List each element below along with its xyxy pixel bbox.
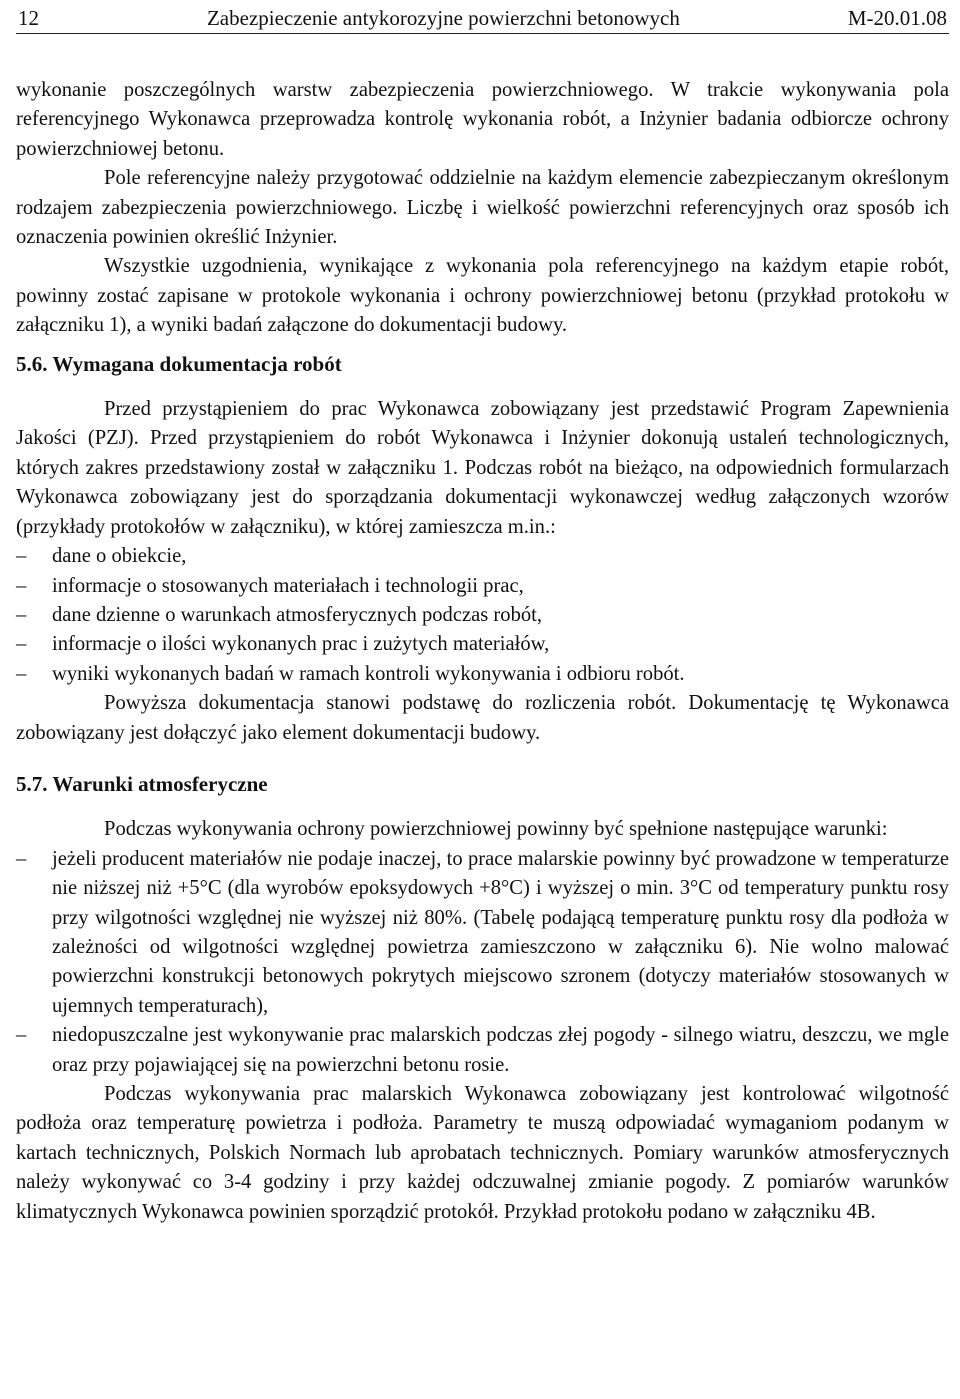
section-5-7-closing: Podczas wykonywania prac malarskich Wykonawca zobowiązany jest kontrolować wilgotność podłoża oraz temperaturę powietrza i podłoża. Parametry te muszą odpowiadać wymaganiom podanym w kartach technicznych, Polskich Normach lub aprobatach technicznych. Pomiary warunków atmosferycznych należy wykonywać co 3-4 godziny i przy każdej odczuwalnej zmianie pogody. Z pomiarów warunków klimatycznych Wykonawca powinien sporządzić protokół. Przykład protokołu podano w załączniku 4B.: [16, 1083, 949, 1223]
section-heading-5-7: 5.7. Warunki atmosferyczne: [16, 771, 268, 796]
list-item: – niedopuszczalne jest wykonywanie prac malarskich podczas złej pogody - silnego wiatru, deszczu, we mgle oraz przy pojawiającej się na powierzchni betonu rosie.: [16, 1021, 949, 1080]
dash-bullet: –: [16, 662, 27, 685]
dash-bullet: –: [16, 847, 27, 870]
paragraph-agreements: Wszystkie uzgodnienia, wynikające z wykonania pola referencyjnego na każdym etapie robót, powinny zostać zapisane w protokole wykonania i ochrony powierzchniowej betonu (przykład protokołu w załączniku 1), a wyniki badań załączone do dokumentacji budowy.: [16, 255, 949, 337]
section-5-7-list: [16, 845, 949, 1080]
dash-bullet: –: [16, 574, 27, 597]
list-item: – informacje o stosowanych materiałach i technologii prac,: [16, 572, 949, 601]
document-title: Zabezpieczenie antykorozyjne powierzchni betonowych: [206, 6, 680, 30]
document-page: [16, 0, 949, 1227]
document-code: M-20.01.08: [847, 6, 947, 30]
paragraph-reference-field: Pole referencyjne należy przygotować oddzielnie na każdym elemencie zabezpieczanym określonym rodzajem zabezpieczenia powierzchniowego. Liczbę i wielkość powierzchni referencyjnych oraz sposób ich oznaczenia powinien określić Inżynier.: [16, 167, 949, 249]
list-item: – wyniki wykonanych badań w ramach kontroli wykonywania i odbioru robót.: [16, 660, 949, 689]
paragraph-continuation: wykonanie poszczególnych warstw zabezpieczenia powierzchniowego. W trakcie wykonywania pola referencyjnego Wykonawca przeprowadza kontrolę wykonania robót, a Inżynier badania odbiorcze ochrony powierzchniowej betonu.: [16, 79, 949, 160]
section-5-7-intro: Podczas wykonywania ochrony powierzchniowej powinny być spełnione następujące warunki:: [104, 818, 888, 841]
section-5-6-intro: Przed przystąpieniem do prac Wykonawca zobowiązany jest przedstawić Program Zapewnienia Jakości (PZJ). Przed przystąpieniem do robót Wykonawca i Inżynier dokonują ustaleń technologicznych, których zakres przedstawiony został w załączniku 1. Podczas robót na bieżąco, na odpowiednich formularzach Wykonawca zobowiązany jest do sporządzania dokumentacji wykonawczej według załączonych wzorów (przykłady protokołów w załączniku), w której zamieszcza m.in.:: [16, 398, 949, 538]
page-number: 12: [18, 6, 39, 30]
document-body: [16, 76, 949, 1227]
section-5-6-closing: Powyższa dokumentacja stanowi podstawę do rozliczenia robót. Dokumentację tę Wykonawca zobowiązany jest dołączyć jako element dokumentacji budowy.: [16, 692, 949, 744]
dash-bullet: –: [16, 633, 27, 656]
dash-bullet: –: [16, 1024, 27, 1047]
page-header: [16, 0, 949, 34]
section-heading-5-6: 5.6. Wymagana dokumentacja robót: [16, 351, 342, 376]
list-item: – informacje o ilości wykonanych prac i zużytych materiałów,: [16, 630, 949, 659]
list-item: – dane o obiekcie,: [16, 542, 949, 571]
section-5-6-list: [16, 542, 949, 689]
dash-bullet: –: [16, 603, 27, 626]
list-item: – jeżeli producent materiałów nie podaje inaczej, to prace malarskie powinny być prowadzone w temperaturze nie niższej niż +5°C (dla wyrobów epoksydowych +8°C) i wyższej o min. 3°C od temperatury punktu rosy przy wilgotności względnej nie wyższej niż 80%. (Tabelę podającą temperaturę punktu rosy dla podłoża w zależności od wilgotności względnej powietrza zamieszczono w załączniku 6). Nie wolno malować powierzchni konstrukcji betonowych pokrytych miejscowo szronem (dotyczy materiałów stosowanych w ujemnych temperaturach),: [16, 845, 949, 1021]
dash-bullet: –: [16, 545, 27, 568]
list-item: – dane dzienne o warunkach atmosferycznych podczas robót,: [16, 601, 949, 630]
